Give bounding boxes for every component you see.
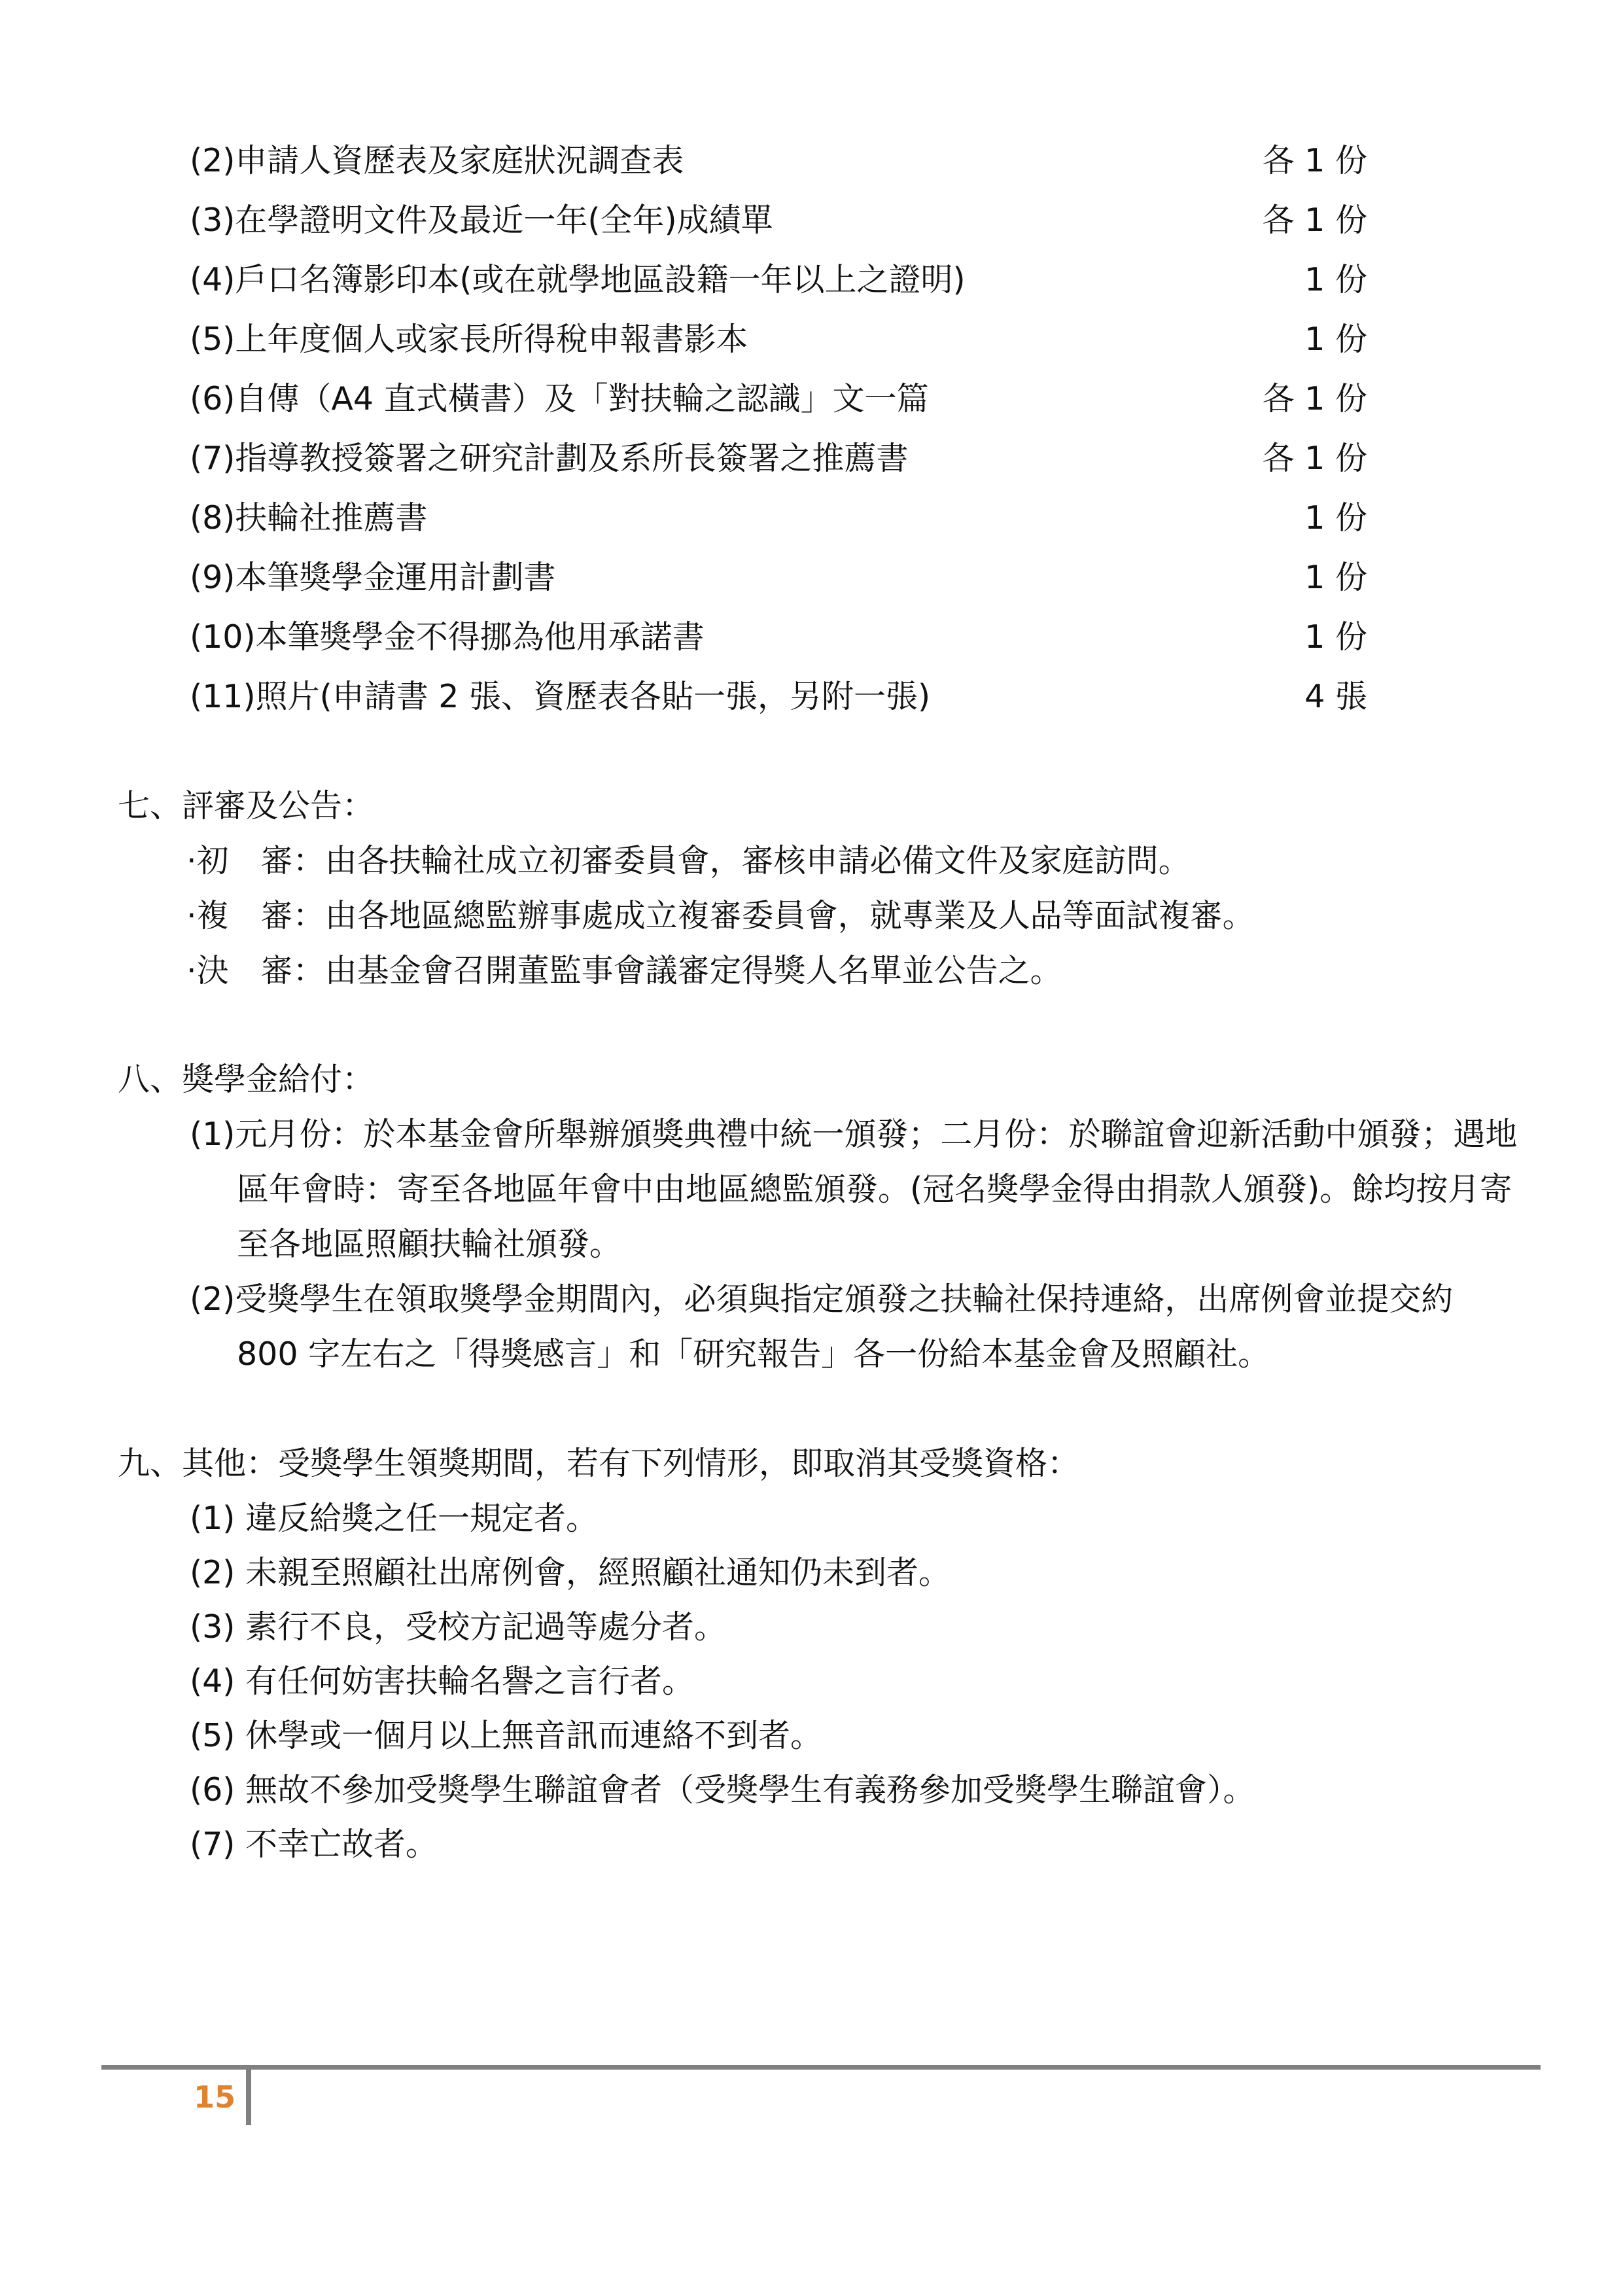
document-quantity: 各 1 份 xyxy=(1262,202,1367,239)
document-name: (7)指導教授簽署之研究計劃及系所長簽署之推薦書 xyxy=(190,440,909,477)
document-item xyxy=(190,429,1367,488)
page-number: 15 xyxy=(194,2079,236,2115)
disqualification-item: (7) 不幸亡故者。 xyxy=(190,1826,438,1863)
document-item xyxy=(190,548,1367,607)
document-name: (5)上年度個人或家長所得稅申報書影本 xyxy=(190,321,748,358)
document-name: (9)本筆獎學金運用計劃書 xyxy=(190,559,556,596)
payment-item xyxy=(118,1107,1518,1272)
section-heading: 七、評審及公告： xyxy=(118,787,375,824)
section-heading: 九、其他：受獎學生領獎期間，若有下列情形，即取消其受獎資格： xyxy=(118,1445,1080,1482)
document-name: (6)自傳（A4 直式橫書）及「對扶輪之認識」文一篇 xyxy=(190,380,929,417)
disqualification-item: (5) 休學或一個月以上無音訊而連絡不到者。 xyxy=(190,1717,822,1754)
document-item xyxy=(190,667,1367,726)
document-item xyxy=(190,190,1367,250)
review-item: ·決 審：由基金會召開董監事會議審定得獎人名單並公告之。 xyxy=(186,952,1062,989)
document-item xyxy=(190,131,1367,190)
document-item xyxy=(190,369,1367,429)
payment-item-text: (1)元月份：於本基金會所舉辦頒獎典禮中統一頒發；二月份：於聯誼會迎新活動中頒發；遇地區年會時：寄至各地區年會中由地區總監頒發。(冠名獎學金得由捐款人頒發)。餘均按月寄至各地區照顧扶輪社頒發。 xyxy=(190,1116,1518,1263)
document-name: (4)戶口名簿影印本(或在就學地區設籍一年以上之證明) xyxy=(190,261,966,298)
document-quantity: 各 1 份 xyxy=(1262,142,1367,179)
document-name: (8)扶輪社推薦書 xyxy=(190,499,428,537)
document-item xyxy=(190,250,1367,309)
footer-divider xyxy=(246,2068,251,2125)
review-section xyxy=(118,779,1518,998)
document-name: (11)照片(申請書 2 張、資歷表各貼一張，另附一張) xyxy=(190,678,931,715)
disqualification-item: (3) 素行不良，受校方記過等處分者。 xyxy=(190,1608,726,1646)
document-name: (2)申請人資歷表及家庭狀況調查表 xyxy=(190,142,684,179)
review-item: ·複 審：由各地區總監辦事處成立複審委員會，就專業及人品等面試複審。 xyxy=(186,897,1255,934)
section-heading: 八、獎學金給付： xyxy=(118,1061,375,1098)
document-quantity: 各 1 份 xyxy=(1262,380,1367,417)
footer-rule xyxy=(101,2065,1541,2070)
document-quantity: 1 份 xyxy=(1304,559,1367,596)
payment-item xyxy=(118,1272,1518,1382)
document-quantity: 1 份 xyxy=(1304,261,1367,298)
disqualification-item: (6) 無故不參加受獎學生聯誼會者（受獎學生有義務參加受獎學生聯誼會）。 xyxy=(190,1771,1255,1809)
document-name: (3)在學證明文件及最近一年(全年)成績單 xyxy=(190,202,773,239)
required-documents-list xyxy=(190,131,1367,726)
document-item xyxy=(190,488,1367,548)
document-item xyxy=(190,607,1367,667)
payment-section xyxy=(118,1052,1518,1382)
disqualification-item: (2) 未親至照顧社出席例會，經照顧社通知仍未到者。 xyxy=(190,1554,951,1591)
disqualification-item: (4) 有任何妨害扶輪名譽之言行者。 xyxy=(190,1663,694,1700)
document-quantity: 1 份 xyxy=(1304,618,1367,656)
document-quantity: 各 1 份 xyxy=(1262,440,1367,477)
payment-item-text: (2)受獎學生在領取獎學金期間內，必須與指定頒發之扶輪社保持連絡，出席例會並提交約 800 字左右之「得獎感言」和「研究報告」各一份給本基金會及照顧社。 xyxy=(190,1280,1454,1373)
review-item: ·初 審：由各扶輪社成立初審委員會，審核申請必備文件及家庭訪問。 xyxy=(186,842,1191,879)
disqualification-item: (1) 違反給獎之任一規定者。 xyxy=(190,1500,598,1537)
document-name: (10)本筆獎學金不得挪為他用承諾書 xyxy=(190,618,705,656)
document-item xyxy=(190,309,1367,369)
document-quantity: 4 張 xyxy=(1304,678,1367,715)
other-section xyxy=(118,1436,1518,1871)
document-quantity: 1 份 xyxy=(1304,499,1367,537)
document-quantity: 1 份 xyxy=(1304,321,1367,358)
